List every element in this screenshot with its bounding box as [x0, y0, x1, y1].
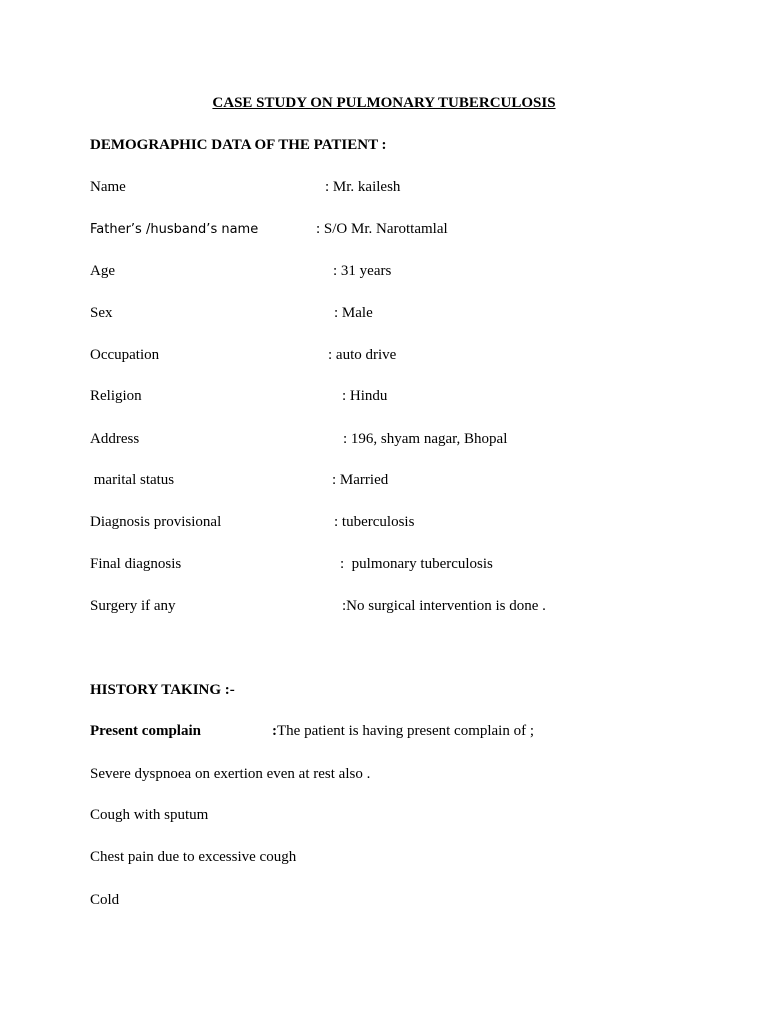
demographic-value-father-husband: : S/O Mr. Narottamlal	[316, 221, 448, 237]
demographic-label-marital-status: marital status	[90, 472, 175, 488]
present-complain-label: Present complain	[90, 723, 201, 739]
present-complain-description: The patient is having present complain of ;	[277, 723, 535, 739]
demographic-value-final-diagnosis: : pulmonary tuberculosis	[340, 556, 493, 572]
document-title: CASE STUDY ON PULMONARY TUBERCULOSIS	[212, 95, 556, 111]
demographic-value-name: : Mr. kailesh	[325, 179, 401, 195]
demographic-label-diagnosis-provisional: Diagnosis provisional	[90, 514, 222, 530]
demographic-label-surgery: Surgery if any	[90, 598, 176, 614]
demographic-heading: DEMOGRAPHIC DATA OF THE PATIENT :	[90, 137, 387, 153]
complaint-item: Chest pain due to excessive cough	[90, 849, 297, 865]
history-heading: HISTORY TAKING :-	[90, 682, 235, 698]
complaint-item: Severe dyspnoea on exertion even at rest also .	[90, 766, 371, 782]
demographic-value-diagnosis-provisional: : tuberculosis	[334, 514, 415, 530]
demographic-label-final-diagnosis: Final diagnosis	[90, 556, 182, 572]
demographic-label-age: Age	[90, 263, 115, 279]
demographic-label-address: Address	[90, 431, 140, 447]
demographic-label-occupation: Occupation	[90, 347, 160, 363]
demographic-value-surgery: :No surgical intervention is done .	[342, 598, 546, 614]
complaint-item: Cold	[90, 892, 120, 908]
demographic-label-name: Name	[90, 179, 126, 195]
demographic-value-address: : 196, shyam nagar, Bhopal	[343, 431, 508, 447]
demographic-label-sex: Sex	[90, 305, 113, 321]
demographic-label-religion: Religion	[90, 388, 142, 404]
complaint-item: Cough with sputum	[90, 807, 209, 823]
demographic-value-sex: : Male	[334, 305, 373, 321]
present-complain-text	[272, 722, 534, 740]
demographic-value-occupation: : auto drive	[328, 347, 397, 363]
demographic-value-marital-status: : Married	[332, 472, 389, 488]
demographic-value-religion: : Hindu	[342, 388, 388, 404]
demographic-value-age: : 31 years	[333, 263, 392, 279]
present-complain-colon: :	[272, 723, 277, 739]
demographic-label-father-husband: Father’s /husband’s name	[90, 222, 259, 237]
